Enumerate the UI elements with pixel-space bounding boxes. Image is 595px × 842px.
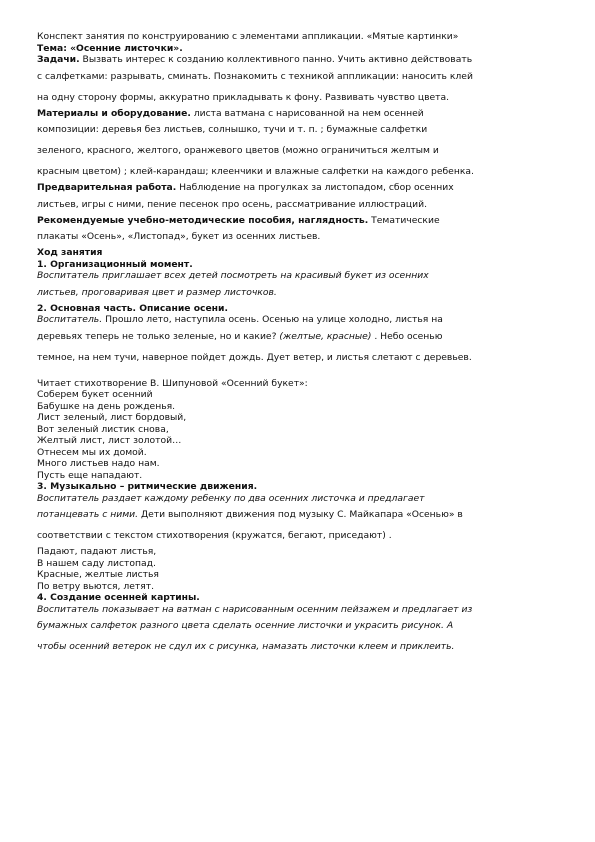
section-3-line-3: соответствии с текстом стихотворения (кружатся, бегают, приседают) .	[37, 530, 392, 541]
materials-line-2: композиции: деревья без листьев, солнышко, тучи и т. п. ; бумажные салфетки	[37, 124, 428, 135]
tasks-label: Задачи.	[37, 54, 80, 65]
tasks-line-1	[37, 54, 567, 66]
prework-text: Наблюдение на прогулках за листопадом, сбор осенних	[176, 182, 454, 193]
poem-1-line: Пусть еще нападают.	[37, 469, 143, 481]
aids-line-1	[37, 215, 567, 227]
section-4-line-1: Воспитатель показывает на ватман с нарисованным осенним пейзажем и предлагает из	[37, 603, 473, 615]
section-3-lead: потанцевать с ними.	[37, 509, 139, 520]
materials-text: листа ватмана с нарисованной на нем осенней	[190, 107, 424, 119]
poem-1-line: Вот зеленый листик снова,	[37, 423, 169, 435]
section-3-line-2	[37, 504, 567, 525]
section-2-answer: (желтые, красные)	[279, 330, 372, 342]
materials-label: Материалы и оборудование.	[37, 107, 191, 119]
section-4-title: 4. Создание осенней картины.	[37, 592, 200, 603]
section-2-line-1	[37, 314, 567, 326]
tasks-text: Вызвать интерес к созданию коллективного панно. Учить активно действовать	[79, 54, 473, 65]
prework-line-2: листьев, игры с ними, пение песенок про осень, рассматривание иллюстраций.	[37, 198, 428, 210]
poem-2-line: Падают, падают листья,	[37, 546, 157, 557]
prework-line-1	[37, 182, 567, 194]
poem-1-line: Соберем букет осенний	[37, 389, 153, 400]
section-1-title: 1. Организационный момент.	[37, 258, 193, 270]
aids-line-2: плакаты «Осень», «Листопад», букет из осенних листьев.	[37, 231, 321, 242]
section-2-title: 2. Основная часть. Описание осени.	[37, 302, 228, 314]
course-title: Ход занятия	[37, 247, 103, 258]
section-2-line-3: темное, на нем тучи, наверное пойдет дождь. Дует ветер, и листья слетают с деревьев.	[37, 351, 472, 363]
section-4-line-3: чтобы осенний ветерок не сдул их с рисунка, намазать листочки клеем и приклеить.	[37, 641, 455, 652]
section-4-line-2: бумажных салфеток разного цвета сделать осенние листочки и украсить рисунок. А	[37, 620, 454, 631]
section-2-line-2	[37, 326, 567, 347]
tasks-line-2: с салфетками: разрывать, сминать. Познакомить с техникой аппликации: наносить клей	[37, 70, 473, 82]
poem-1-line: Бабушке на день рожденья.	[37, 400, 176, 412]
topic-heading: Тема: «Осенние листочки».	[37, 42, 183, 54]
aids-text: Тематические	[368, 214, 440, 226]
section-3-text: Дети выполняют движения под музыку С. Майкапара «Осенью» в	[138, 509, 463, 520]
section-1-line-1: Воспитатель приглашает всех детей посмотреть на красивый букет из осенних	[37, 270, 429, 281]
section-1-line-2: листьев, проговаривая цвет и размер листочков.	[37, 286, 277, 298]
prework-label: Предварительная работа.	[37, 182, 177, 193]
poem-1-intro: Читает стихотворение В. Шипуновой «Осенний букет»:	[37, 377, 308, 389]
section-2-tail: . Небо осенью	[371, 330, 443, 342]
materials-line-3: зеленого, красного, желтого, оранжевого цветов (можно ограничиться желтым и	[37, 145, 439, 156]
materials-line-1	[37, 108, 567, 120]
section-3-line-1: Воспитатель раздает каждому ребенку по два осенних листочка и предлагает	[37, 492, 425, 504]
poem-1-line: Отнесем мы их домой.	[37, 446, 147, 458]
poem-1-line: Много листьев надо нам.	[37, 458, 160, 469]
document-page	[37, 31, 567, 657]
section-3-title: 3. Музыкально – ритмические движения.	[37, 481, 258, 492]
tasks-line-3: на одну сторону формы, аккуратно прикладывать к фону. Развивать чувство цвета.	[37, 91, 450, 103]
intro-line: Конспект занятия по конструированию с элементами аппликации. «Мятые картинки»	[37, 31, 459, 42]
section-2-question: деревьях теперь не только зеленые, но и какие?	[37, 330, 280, 342]
section-2-text: Прошло лето, наступила осень. Осенью на улице холодно, листья на	[102, 314, 443, 325]
materials-line-4: красным цветом) ; клей-карандаш; клеенчики и влажные салфетки на каждого ребенка.	[37, 166, 474, 177]
poem-1-line: Желтый лист, лист золотой…	[37, 435, 182, 446]
section-2-lead: Воспитатель.	[37, 314, 103, 325]
aids-label: Рекомендуемые учебно-методические пособия, наглядность.	[37, 214, 369, 226]
poem-2-line: Красные, желтые листья	[37, 569, 159, 580]
poem-2-line: По ветру вьются, летят.	[37, 580, 155, 592]
poem-2-line: В нашем саду листопад.	[37, 557, 156, 569]
poem-1-line: Лист зеленый, лист бордовый,	[37, 412, 187, 423]
